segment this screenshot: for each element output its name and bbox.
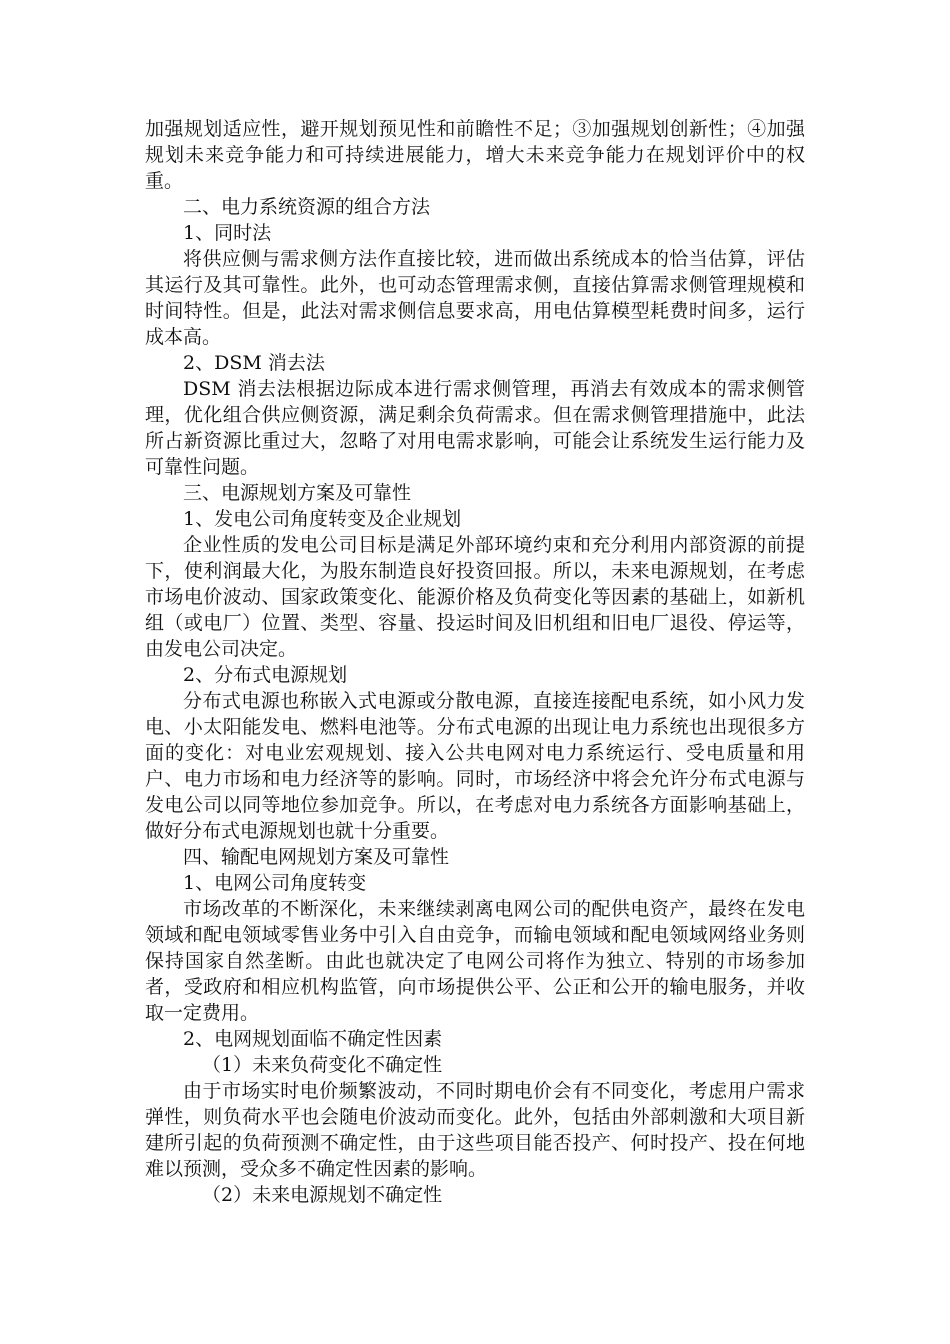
section-heading-grid-planning: 四、输配电网规划方案及可靠性 — [183, 846, 450, 868]
paragraph-simultaneous-method: 将供应侧与需求侧方法作直接比较，进而做出系统成本的恰当估算，评估其运行及其可靠性。此外，也可动态管理需求侧，直接估算需求侧管理规模和时间特性。但是，此法对需求侧信息要求高，用电估算模型耗费时间多，运行成本高。 — [145, 248, 805, 348]
document-page — [145, 116, 805, 1208]
section-heading-power-source-planning: 三、电源规划方案及可靠性 — [183, 482, 412, 504]
paragraph-grid-company: 市场改革的不断深化，未来继续剥离电网公司的配供电资产，最终在发电领域和配电领域零售业务中引入自由竞争，而输电领域和配电领域网络业务则保持国家自然垄断。由此也就决定了电网公司将作为独立、特别的市场参加者，受政府和相应机构监管，向市场提供公平、公正和公开的输电服务，并收取一定费用。 — [145, 898, 805, 1024]
paragraph-planning-adaptability: 加强规划适应性，避开规划预见性和前瞻性不足；③加强规划创新性；④加强规划未来竞争能力和可持续进展能力，增大未来竞争能力在规划评价中的权重。 — [145, 118, 805, 192]
paragraph-load-uncertainty: 由于市场实时电价频繁波动，不同时期电价会有不同变化，考虑用户需求弹性，则负荷水平也会随电价波动而变化。此外，包括由外部刺激和大项目新建所引起的负荷预测不确定性，由于这些项目能否投产、何时投产、投在何地难以预测，受众多不确定性因素的影响。 — [145, 1080, 805, 1180]
paragraph-dsm-elimination: DSM 消去法根据边际成本进行需求侧管理，再消去有效成本的需求侧管理，优化组合供应侧资源，满足剩余负荷需求。但在需求侧管理措施中，此法所占新资源比重过大，忽略了对用电需求影响，可能会让系统发生运行能力及可靠性问题。 — [145, 378, 805, 478]
subheading-uncertainty-factors: 2、电网规划面临不确定性因素 — [183, 1028, 443, 1050]
subheading-load-uncertainty: （1）未来负荷变化不确定性 — [202, 1054, 443, 1076]
subheading-simultaneous-method: 1、同时法 — [183, 222, 272, 244]
subheading-source-uncertainty: （2）未来电源规划不确定性 — [202, 1184, 443, 1206]
subheading-grid-company: 1、电网公司角度转变 — [183, 872, 367, 894]
subheading-dsm-elimination: 2、DSM 消去法 — [183, 352, 325, 374]
paragraph-generation-company: 企业性质的发电公司目标是满足外部环境约束和充分利用内部资源的前提下，使利润最大化，为股东制造良好投资回报。所以，未来电源规划，在考虑市场电价波动、国家政策变化、能源价格及负荷变化等因素的基础上，如新机组（或电厂）位置、类型、容量、投运时间及旧机组和旧电厂退役、停运等，由发电公司决定。 — [145, 534, 805, 660]
paragraph-distributed-generation: 分布式电源也称嵌入式电源或分散电源，直接连接配电系统，如小风力发电、小太阳能发电、燃料电池等。分布式电源的出现让电力系统也出现很多方面的变化：对电业宏观规划、接入公共电网对电力系统运行、受电质量和用户、电力市场和电力经济等的影响。同时，市场经济中将会允许分布式电源与发电公司以同等地位参加竞争。所以，在考虑对电力系统各方面影响基础上，做好分布式电源规划也就十分重要。 — [145, 690, 805, 842]
subheading-generation-company: 1、发电公司角度转变及企业规划 — [183, 508, 462, 530]
section-heading-resource-combination: 二、电力系统资源的组合方法 — [183, 196, 431, 218]
subheading-distributed-generation: 2、分布式电源规划 — [183, 664, 348, 686]
